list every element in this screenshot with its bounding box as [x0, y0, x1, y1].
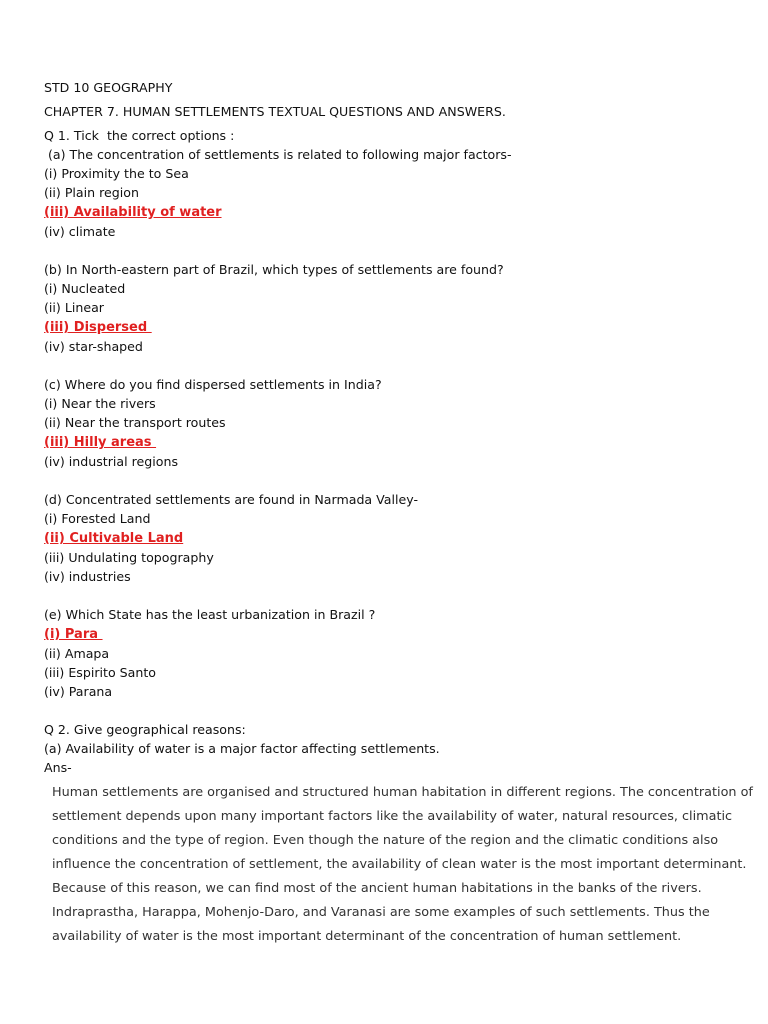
chapter-title: CHAPTER 7. HUMAN SETTLEMENTS TEXTUAL QUESTIONS AND ANSWERS. [44, 104, 506, 119]
document-subject: STD 10 GEOGRAPHY [44, 80, 173, 95]
document-body [44, 78, 734, 777]
q1-part-c [44, 375, 734, 471]
option: (i) Near the rivers [44, 396, 156, 411]
option: (iv) Parana [44, 684, 113, 699]
question-text: (e) Which State has the least urbanization in Brazil ? [44, 607, 376, 622]
answer-line: influence the concentration of settlement, the availability of clean water is the most important determinant. [52, 857, 747, 872]
answer-line: Human settlements are organised and structured human habitation in different regions. The concentration of [52, 785, 753, 800]
q1-part-a [44, 145, 734, 241]
answer-line: conditions and the type of region. Even though the nature of the region and the climatic conditions also [52, 833, 719, 848]
question-text: (a) The concentration of settlements is related to following major factors- [44, 147, 512, 162]
correct-option: (iii) Hilly areas [44, 435, 157, 450]
q1-part-d [44, 490, 734, 586]
q2-sub-question: (a) Availability of water is a major factor affecting settlements. [44, 741, 440, 756]
answer-line: availability of water is the most important determinant of the concentration of human settlement. [52, 929, 682, 944]
option: (i) Proximity the to Sea [44, 166, 189, 181]
option: (iv) industries [44, 569, 131, 584]
question-text: (b) In North-eastern part of Brazil, which types of settlements are found? [44, 262, 504, 277]
correct-option: (i) Para [44, 627, 103, 642]
q1-part-e [44, 605, 734, 701]
option: (iv) star-shaped [44, 339, 143, 354]
option: (ii) Near the transport routes [44, 415, 226, 430]
option: (iv) industrial regions [44, 454, 179, 469]
answer-label: Ans- [44, 760, 72, 775]
option: (iv) climate [44, 224, 116, 239]
q1-part-b [44, 260, 734, 356]
option: (i) Nucleated [44, 281, 126, 296]
correct-option: (iii) Dispersed [44, 320, 152, 335]
option: (ii) Linear [44, 300, 104, 315]
correct-option: (ii) Cultivable Land [44, 531, 184, 546]
answer-line: Because of this reason, we can find most of the ancient human habitations in the banks of the rivers. [52, 881, 702, 896]
question-text: (c) Where do you find dispersed settlements in India? [44, 377, 382, 392]
option: (iii) Undulating topography [44, 550, 214, 565]
correct-option: (iii) Availability of water [44, 205, 222, 220]
answer-line: Indraprastha, Harappa, Mohenjo-Daro, and Varanasi are some examples of such settlements. Thus the [52, 905, 710, 920]
q1-title: Q 1. Tick the correct options : [44, 128, 235, 143]
option: (ii) Plain region [44, 185, 139, 200]
option: (i) Forested Land [44, 511, 151, 526]
question-text: (d) Concentrated settlements are found in Narmada Valley- [44, 492, 419, 507]
option: (iii) Espirito Santo [44, 665, 156, 680]
q2-title: Q 2. Give geographical reasons: [44, 722, 246, 737]
option: (ii) Amapa [44, 646, 110, 661]
answer-line: settlement depends upon many important factors like the availability of water, natural resources, climatic [52, 809, 733, 824]
answer-paragraph [52, 781, 753, 949]
